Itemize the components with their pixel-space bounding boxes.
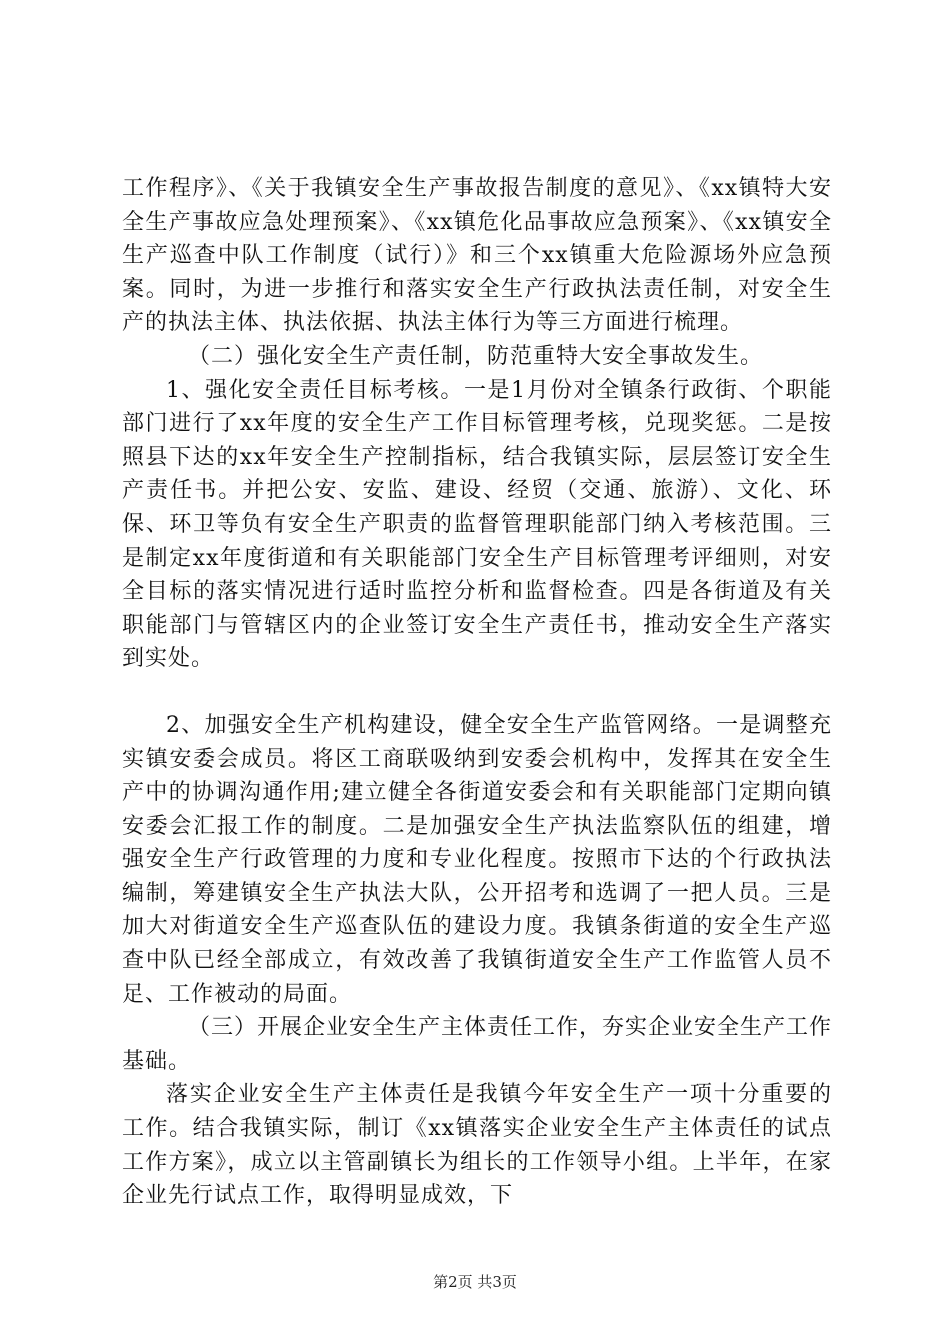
document-body [122, 172, 832, 1213]
paragraph-item-1: 1、强化安全责任目标考核。一是1月份对全镇条行政街、个职能部门进行了xx年度的安全生产工作目标管理考核，兑现奖惩。二是按照县下达的xx年安全生产控制指标，结合我镇实际，层层签订安全生产责任书。并把公安、安监、建设、经贸（交通、旅游）、文化、环保、环卫等负有安全生产职责的监督管理职能部门纳入考核范围。三是制定xx年度街道和有关职能部门安全生产目标管理考评细则，对安全目标的落实情况进行适时监控分析和监督检查。四是各街道及有关职能部门与管辖区内的企业签订安全生产责任书，推动安全生产落实到实处。 [122, 377, 832, 672]
paragraph-spacer [122, 676, 832, 709]
page-number-footer: 第2页 共3页 [433, 1273, 517, 1291]
paragraph-item-2: 2、加强安全生产机构建设，健全安全生产监管网络。一是调整充实镇安委会成员。将区工商联吸纳到安委会机构中，发挥其在安全生产中的协调沟通作用;建立健全各街道安委会和有关职能部门定期向镇安委会汇报工作的制度。二是加强安全生产执法监察队伍的组建，增强安全生产行政管理的力度和专业化程度。按照市下达的个行政执法编制，筹建镇安全生产执法大队，公开招考和选调了一把人员。三是加大对街道安全生产巡查队伍的建设力度。我镇条街道的安全生产巡查中队已经全部成立，有效改善了我镇街道安全生产工作监管人员不足、工作被动的局面。 [122, 712, 832, 1007]
section-heading-3: （三）开展企业安全生产主体责任工作，夯实企业安全生产工作基础。 [122, 1015, 833, 1074]
section-heading-2: （二）强化安全生产责任制，防范重特大安全事故发生。 [188, 343, 764, 369]
paragraph-section-3-body: 落实企业安全生产主体责任是我镇今年安全生产一项十分重要的工作。结合我镇实际，制订《xx镇落实企业安全生产主体责任的试点工作方案》，成立以主管副镇长为组长的工作领导小组。上半年，在家企业先行试点工作，取得明显成效，下 [122, 1082, 832, 1209]
paragraph-continuation: 工作程序》、《关于我镇安全生产事故报告制度的意见》、《xx镇特大安全生产事故应急处理预案》、《xx镇危化品事故应急预案》、《xx镇安全生产巡查中队工作制度（试行）》和三个xx镇重大危险源场外应急预案。同时，为进一步推行和落实安全生产行政执法责任制，对安全生产的执法主体、执法依据、执法主体行为等三方面进行梳理。 [122, 176, 832, 336]
